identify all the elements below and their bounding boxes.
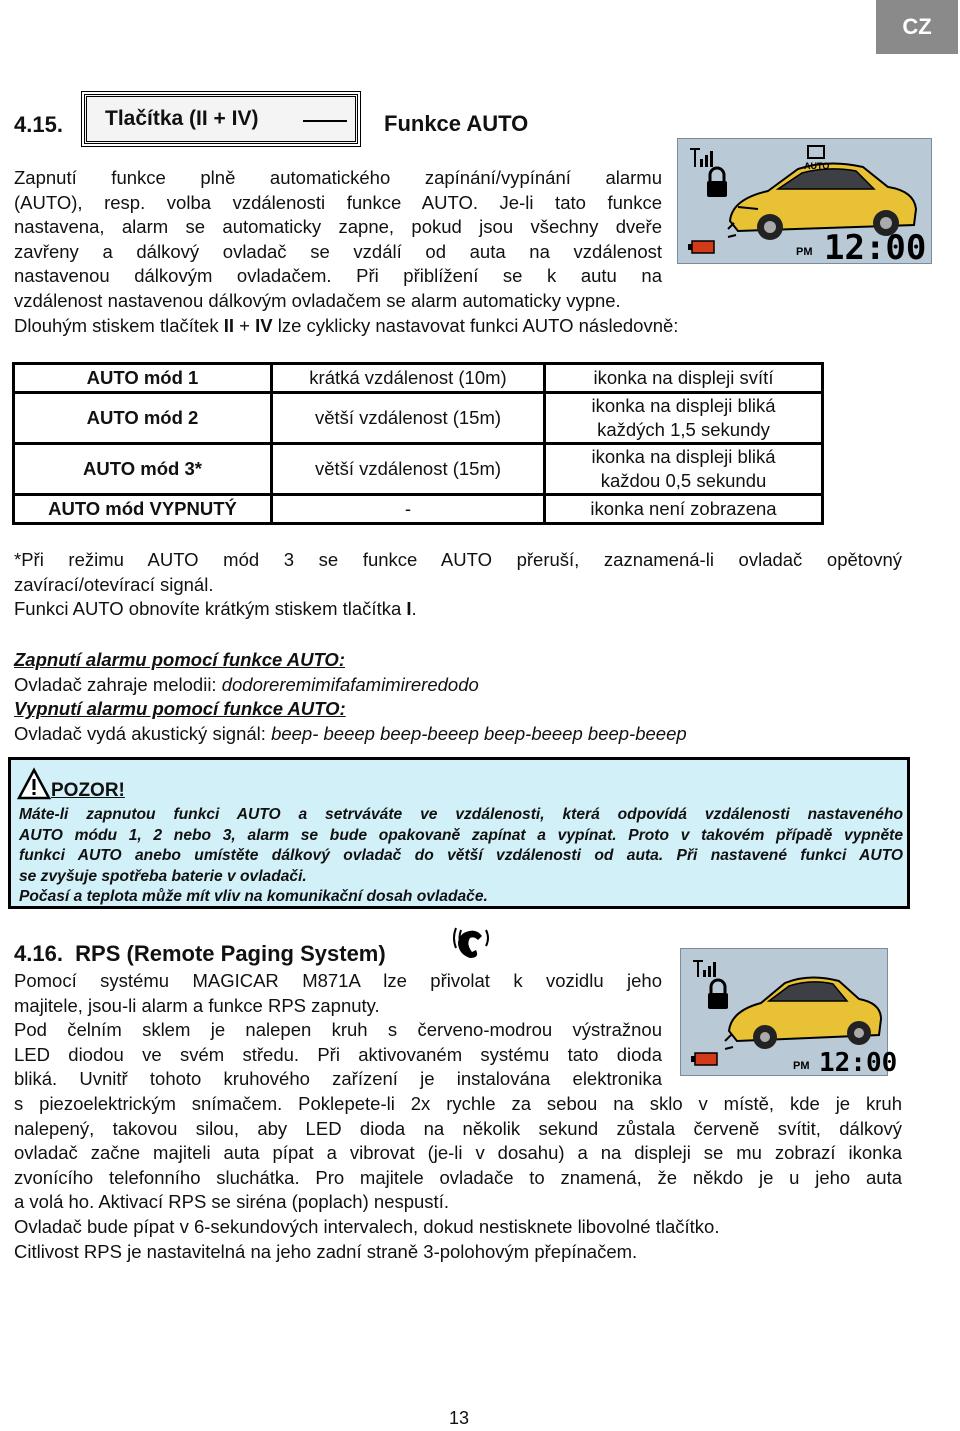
- mode-cell: AUTO mód VYPNUTÝ: [14, 495, 272, 524]
- lcd-graphic: [678, 139, 931, 268]
- intro-line: Zapnutí funkce plně automatického zapínání/vypínání alarmu: [14, 167, 662, 188]
- auto-key-icon: [804, 146, 829, 171]
- intro-last-line: vzdálenost nastavenou dálkovým ovladačem se alarm automaticky vypne.: [14, 290, 621, 311]
- mode-cell: AUTO mód 2: [14, 393, 272, 444]
- auto-on-melody: Ovladač zahraje melodii: dodoreremimifafamimireredodo: [14, 673, 479, 695]
- lcd-time: 12:00: [824, 228, 927, 268]
- mode-cell: AUTO mód 3*: [14, 444, 272, 495]
- intro-line: (AUTO), resp. volba vzdálenosti funkce AUTO. Je-li tato funkce: [14, 191, 662, 213]
- display-cell: ikonka na displeji svítí: [545, 364, 823, 393]
- pm-label: PM: [796, 246, 813, 258]
- auto-modes-table: [12, 362, 824, 525]
- table-row: [14, 444, 823, 495]
- signal-icon: [690, 149, 713, 167]
- car-icon: [729, 977, 881, 1049]
- warning-box: [8, 757, 910, 909]
- dash-line: [303, 120, 347, 122]
- auto-on-heading: Zapnutí alarmu pomocí funkce AUTO:: [14, 649, 345, 670]
- table-row: [14, 495, 823, 524]
- mode-cell: AUTO mód 1: [14, 364, 272, 393]
- warning-icon: [17, 768, 51, 800]
- mode3-note: *Při režimu AUTO mód 3 se funkce AUTO přeruší, zaznamená-li ovladač opětovný zavírací/otevírací signál. Funkci AUTO obnovíte krátkým stiskem tlačítka I.: [14, 549, 902, 620]
- intro-line: nastavenou dálkovým ovladačem. Při přiblížení se k autu na: [14, 265, 662, 287]
- section-number: 4.15.: [14, 112, 63, 137]
- lock-icon: [707, 168, 727, 197]
- intro-paragraph: [14, 166, 662, 289]
- warning-title: POZOR!: [51, 780, 125, 801]
- antenna-icon: [725, 1035, 733, 1049]
- distance-cell: větší vzdálenost (15m): [272, 393, 545, 444]
- auto-off-heading: Vypnutí alarmu pomocí funkce AUTO:: [14, 698, 346, 720]
- distance-cell: krátká vzdálenost (10m): [272, 364, 545, 393]
- lcd-time: 12:00: [819, 1048, 898, 1078]
- distance-cell: -: [272, 495, 545, 524]
- signal-icon: [693, 961, 716, 977]
- battery-icon: [691, 1053, 717, 1065]
- phone-ringing-icon: [452, 924, 490, 960]
- pm-label: PM: [793, 1060, 810, 1072]
- sounds-block: [14, 648, 687, 746]
- display-cell: ikonka není zobrazena: [545, 495, 823, 524]
- buttons-label: Tlačítka (II + IV): [105, 107, 259, 130]
- display-cell: ikonka na displeji bliká každou 0,5 sekundu: [545, 444, 823, 495]
- auto-off-signal: Ovladač vydá akustický signál: beep- beeep beep-beeep beep-beeep beep-beeep: [14, 722, 687, 744]
- page-number: 13: [448, 1408, 470, 1428]
- svg-text:AUTO: AUTO: [804, 161, 830, 171]
- rps-paragraph-a: Pomocí systému MAGICAR M871A lze přivolat k vozidlu jeho majitele, jsou-li alarm a funkce RPS zapnuty. Pod čelním sklem je nalepen kruh s červeno-modrou výstražnou LED diodou ve svém středu. Při aktivovaném systému tato dioda bliká. Uvnitř tohoto kruhového zařízení je instalována elektronika: [14, 970, 662, 1090]
- display-cell: ikonka na displeji bliká každých 1,5 sekundy: [545, 393, 823, 444]
- language-badge: CZ: [876, 0, 958, 54]
- battery-icon: [688, 241, 714, 253]
- remote-lcd-display-rps: [680, 948, 898, 1078]
- table-row: [14, 364, 823, 393]
- lcd-graphic-rps: [681, 949, 898, 1078]
- buttons-label-box: [84, 94, 358, 144]
- remote-lcd-display: [677, 138, 932, 268]
- intro-line: nastavena, alarm se automaticky zapne, pokud jsou všechny dveře: [14, 216, 662, 238]
- table-row: [14, 393, 823, 444]
- lock-icon: [708, 980, 728, 1009]
- intro-line: zavřeny a dálkový ovladač se vzdálí od auta na vzdálenost: [14, 240, 662, 262]
- warning-text: Máte-li zapnutou funkci AUTO a setrváváte ve vzdálenosti, která odpovídá vzdálenosti nastaveného AUTO módu 1, 2 nebo 3, alarm se bude opakovaně zapínat a vypínat. Proto v takovém případě vypněte funkci AUTO anebo umístěte dálkový ovladač do větší vzdálenosti od auta. Při nastavené funkci AUTO se zvyšuje spotřeba baterie v ovladači. Počasí a teplota může mít vliv na komunikační dosah ovladače.: [19, 806, 903, 906]
- section-title: Funkce AUTO: [384, 111, 529, 136]
- distance-cell: větší vzdálenost (15m): [272, 444, 545, 495]
- rps-paragraph-b: s piezoelektrickým snímačem. Poklepete-li 2x rychle za sebou na sklo v místě, kde je kruh nalepený, takovou silou, aby LED dioda na několik sekund zůstala červeně svítit, dálkový ovladač začne majiteli auta pípat a vibrovat (je-li v dosahu) a na displeji se mu zobrazí ikonka zvonícího telefonního sluchátka. Pro majitele ovladače to znamená, že někdo je u jeho auta a volá ho. Aktivací RPS se siréna (poplach) nespustí. Ovladač bude pípat v 6-sekundových intervalech, dokud nestisknete libovolné tlačítko. Citlivost RPS je nastavitelná na jeho zadní straně 3-polohovým přepínačem.: [14, 1093, 902, 1262]
- rps-heading: 4.16. RPS (Remote Paging System): [14, 941, 386, 966]
- cycle-instruction: Dlouhým stiskem tlačítek II + IV lze cyklicky nastavovat funkci AUTO následovně:: [14, 315, 679, 336]
